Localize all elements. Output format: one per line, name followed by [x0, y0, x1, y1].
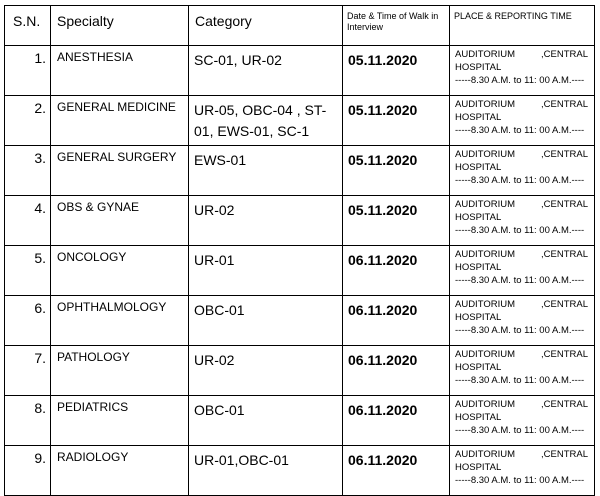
row-place-line: [455, 248, 592, 261]
row-category: SC-01, UR-02: [189, 46, 343, 96]
row-place-central: ,CENTRAL: [541, 399, 588, 410]
row-date: 06.11.2020: [343, 346, 450, 396]
row-reporting-time: -----8.30 A.M. to 11: 00 A.M.----: [455, 325, 585, 336]
row-date: 06.11.2020: [343, 246, 450, 296]
row-category: EWS-01: [189, 146, 343, 196]
row-specialty: PEDIATRICS: [51, 396, 189, 446]
row-place-hospital: HOSPITAL: [455, 462, 502, 473]
interview-schedule-table: [4, 5, 595, 496]
row-sn: 3.: [5, 146, 51, 196]
row-place-line: [455, 148, 592, 161]
row-category: OBC-01: [189, 396, 343, 446]
row-category: UR-02: [189, 346, 343, 396]
row-place: [450, 246, 595, 296]
row-place-auditorium: AUDITORIUM: [455, 249, 515, 260]
row-place-auditorium: AUDITORIUM: [455, 399, 515, 410]
row-reporting-time: -----8.30 A.M. to 11: 00 A.M.----: [455, 275, 585, 286]
row-sn: 7.: [5, 346, 51, 396]
row-specialty: ONCOLOGY: [51, 246, 189, 296]
row-place-central: ,CENTRAL: [541, 349, 588, 360]
table-row: [5, 96, 595, 146]
row-place-line: [455, 48, 592, 61]
row-specialty: GENERAL MEDICINE: [51, 96, 189, 146]
row-sn: 2.: [5, 96, 51, 146]
row-sn: 1.: [5, 46, 51, 96]
row-place-line: [455, 348, 592, 361]
row-date: 05.11.2020: [343, 146, 450, 196]
row-place-auditorium: AUDITORIUM: [455, 149, 515, 160]
row-date: 06.11.2020: [343, 446, 450, 496]
row-specialty: GENERAL SURGERY: [51, 146, 189, 196]
row-place-line: [455, 298, 592, 311]
row-reporting-time: -----8.30 A.M. to 11: 00 A.M.----: [455, 175, 585, 186]
row-reporting-time: -----8.30 A.M. to 11: 00 A.M.----: [455, 375, 585, 386]
table-body: [5, 46, 595, 496]
table-row: [5, 246, 595, 296]
row-specialty: OPHTHALMOLOGY: [51, 296, 189, 346]
row-place-hospital: HOSPITAL: [455, 162, 502, 173]
row-category: OBC-01: [189, 296, 343, 346]
row-place-auditorium: AUDITORIUM: [455, 449, 515, 460]
table-row: [5, 296, 595, 346]
row-place-central: ,CENTRAL: [541, 49, 588, 60]
row-place-central: ,CENTRAL: [541, 199, 588, 210]
row-date: 05.11.2020: [343, 96, 450, 146]
row-sn: 8.: [5, 396, 51, 446]
row-place: [450, 96, 595, 146]
header-category: Category: [189, 6, 343, 46]
row-place-hospital: HOSPITAL: [455, 112, 502, 123]
table-row: [5, 46, 595, 96]
table-row: [5, 146, 595, 196]
row-reporting-time: -----8.30 A.M. to 11: 00 A.M.----: [455, 125, 585, 136]
row-category: UR-01,OBC-01: [189, 446, 343, 496]
row-place: [450, 346, 595, 396]
row-place-hospital: HOSPITAL: [455, 262, 502, 273]
row-place: [450, 396, 595, 446]
header-place: PLACE & REPORTING TIME: [450, 6, 595, 46]
row-date: 06.11.2020: [343, 296, 450, 346]
row-specialty: OBS & GYNAE: [51, 196, 189, 246]
row-sn: 9.: [5, 446, 51, 496]
row-reporting-time: -----8.30 A.M. to 11: 00 A.M.----: [455, 75, 585, 86]
header-specialty: Specialty: [51, 6, 189, 46]
row-place-hospital: HOSPITAL: [455, 412, 502, 423]
row-date: 06.11.2020: [343, 396, 450, 446]
row-place-auditorium: AUDITORIUM: [455, 299, 515, 310]
row-sn: 5.: [5, 246, 51, 296]
row-sn: 6.: [5, 296, 51, 346]
row-reporting-time: -----8.30 A.M. to 11: 00 A.M.----: [455, 425, 585, 436]
table-row: [5, 346, 595, 396]
row-reporting-time: -----8.30 A.M. to 11: 00 A.M.----: [455, 475, 585, 486]
row-place-central: ,CENTRAL: [541, 249, 588, 260]
row-specialty: RADIOLOGY: [51, 446, 189, 496]
row-date: 05.11.2020: [343, 196, 450, 246]
row-place: [450, 46, 595, 96]
row-place-auditorium: AUDITORIUM: [455, 99, 515, 110]
row-sn: 4.: [5, 196, 51, 246]
row-place-central: ,CENTRAL: [541, 99, 588, 110]
row-place: [450, 446, 595, 496]
row-place-line: [455, 398, 592, 411]
row-place-auditorium: AUDITORIUM: [455, 199, 515, 210]
row-category: UR-05, OBC-04 , ST-01, EWS-01, SC-1: [189, 96, 343, 146]
row-place-central: ,CENTRAL: [541, 299, 588, 310]
header-datetime: Date & Time of Walk in Interview: [343, 6, 450, 46]
row-specialty: PATHOLOGY: [51, 346, 189, 396]
row-place-hospital: HOSPITAL: [455, 312, 502, 323]
row-category: UR-02: [189, 196, 343, 246]
table-row: [5, 396, 595, 446]
row-category: UR-01: [189, 246, 343, 296]
table-row: [5, 446, 595, 496]
row-place: [450, 296, 595, 346]
row-reporting-time: -----8.30 A.M. to 11: 00 A.M.----: [455, 225, 585, 236]
row-place-central: ,CENTRAL: [541, 449, 588, 460]
row-date: 05.11.2020: [343, 46, 450, 96]
row-place-central: ,CENTRAL: [541, 149, 588, 160]
row-place-line: [455, 198, 592, 211]
table-header-row: [5, 6, 595, 46]
row-place-auditorium: AUDITORIUM: [455, 49, 515, 60]
row-specialty: ANESTHESIA: [51, 46, 189, 96]
row-place: [450, 146, 595, 196]
row-place-hospital: HOSPITAL: [455, 212, 502, 223]
header-sn: S.N.: [5, 6, 51, 46]
row-place-auditorium: AUDITORIUM: [455, 349, 515, 360]
row-place-hospital: HOSPITAL: [455, 62, 502, 73]
row-place-line: [455, 98, 592, 111]
row-place-hospital: HOSPITAL: [455, 362, 502, 373]
row-place: [450, 196, 595, 246]
table-row: [5, 196, 595, 246]
